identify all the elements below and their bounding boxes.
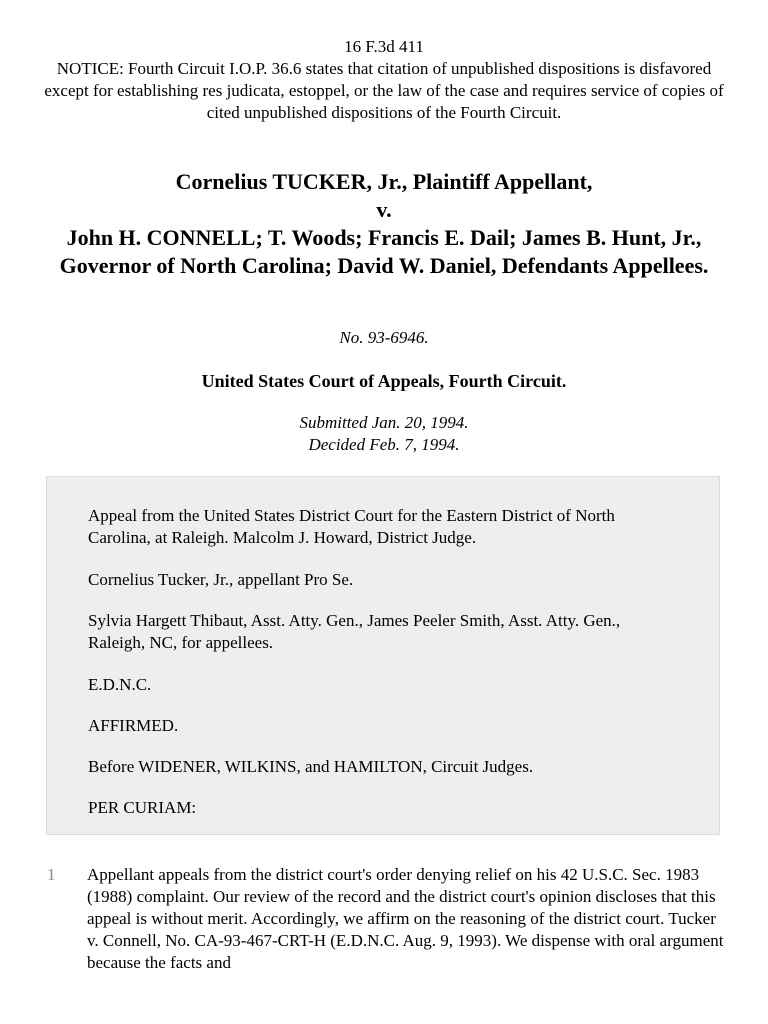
court-name: United States Court of Appeals, Fourth Circuit. bbox=[201, 371, 567, 391]
docket-number: No. 93-6946. bbox=[339, 328, 429, 347]
submitted-date: Submitted Jan. 20, 1994. bbox=[299, 413, 469, 432]
versus-line: v. bbox=[376, 197, 392, 222]
paragraph-text: Appellant appeals from the district court's order denying relief on his 42 U.S.C. Sec. 1983 (1988) complaint. Our review of the record and the district court's opinion discloses that this appeal is without merit. Accordingly, we affirm on the reasoning of the district court. Tucker v. Connell, No. CA-93-467-CRT-H (E.D.N.C. Aug. 9, 1993). We dispense with oral argument because the facts and bbox=[87, 865, 724, 972]
plaintiff-line: Cornelius TUCKER, Jr., Plaintiff Appellant, bbox=[175, 169, 593, 194]
decided-date: Decided Feb. 7, 1994. bbox=[308, 435, 460, 454]
author-text: PER CURIAM: bbox=[88, 798, 197, 817]
appellee-counsel-text: Sylvia Hargett Thibaut, Asst. Atty. Gen., James Peeler Smith, Asst. Atty. Gen., Raleigh, NC, for appellees. bbox=[88, 611, 621, 652]
appellant-counsel-text: Cornelius Tucker, Jr., appellant Pro Se. bbox=[88, 570, 354, 589]
district-abbrev: E.D.N.C. bbox=[88, 675, 152, 694]
unpublished-notice: NOTICE: Fourth Circuit I.O.P. 36.6 states that citation of unpublished dispositions is disfavored except for establishing res judicata, estoppel, or the law of the case and requires service of copies of cited unpublished dispositions of the Fourth Circuit. bbox=[44, 59, 724, 122]
case-summary-box bbox=[46, 476, 720, 835]
defendants-line: John H. CONNELL; T. Woods; Francis E. Dail; James B. Hunt, Jr., Governor of North Carolina; David W. Daniel, Defendants Appellees. bbox=[59, 225, 709, 278]
case-dates bbox=[40, 412, 728, 456]
document-header bbox=[40, 36, 728, 124]
case-caption bbox=[40, 168, 728, 280]
disposition-text: AFFIRMED. bbox=[88, 716, 179, 735]
paragraph-number: 1 bbox=[47, 865, 56, 884]
appeal-from-text: Appeal from the United States District Court for the Eastern District of North Carolina, at Raleigh. Malcolm J. Howard, District Judge. bbox=[88, 506, 615, 547]
case-citation: 16 F.3d 411 bbox=[344, 37, 424, 56]
panel-text: Before WIDENER, WILKINS, and HAMILTON, Circuit Judges. bbox=[88, 757, 534, 776]
